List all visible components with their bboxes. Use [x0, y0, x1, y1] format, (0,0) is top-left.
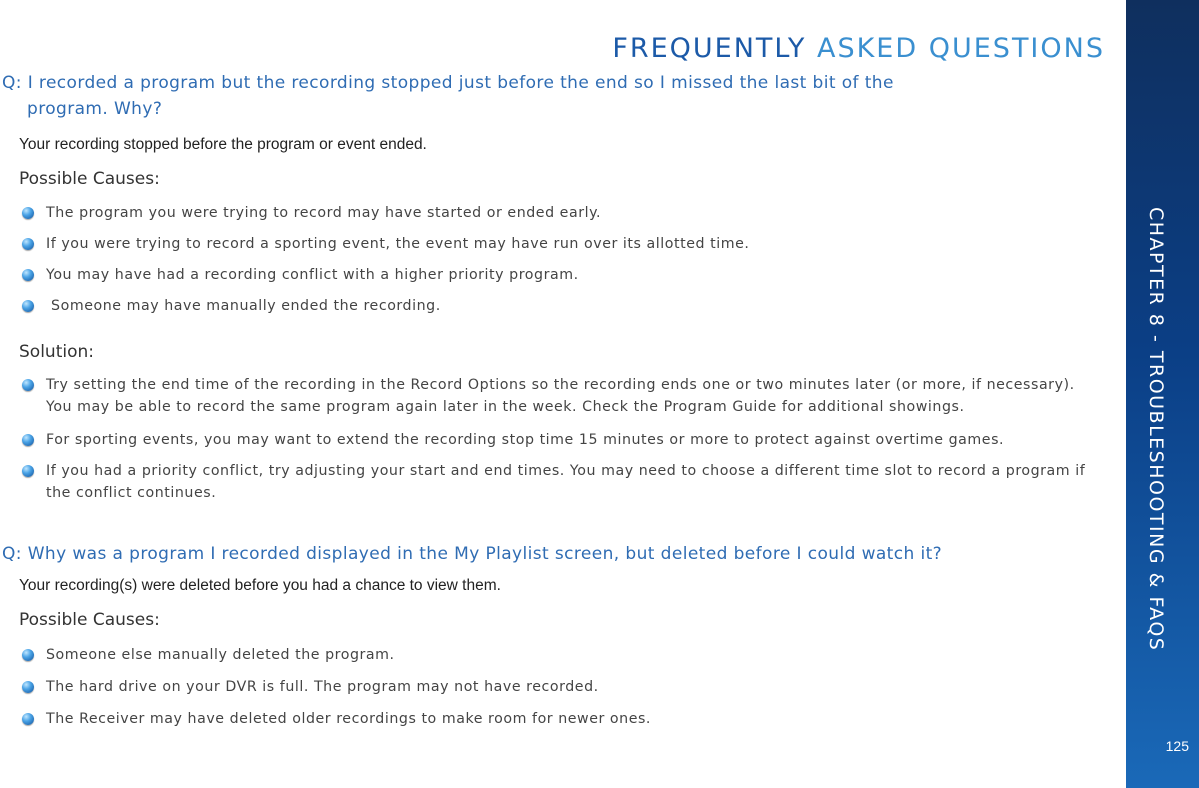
list-item: The hard drive on your DVR is full. The program may not have recorded. [18, 676, 1098, 698]
faq1-solutions-list [18, 374, 1098, 504]
bullet-icon [22, 379, 34, 391]
faq1-question-line2: program. Why? [27, 99, 163, 119]
bullet-icon [22, 434, 34, 446]
faq1-question [2, 70, 1102, 122]
page-title [612, 33, 1105, 65]
faq2-question: Q: Why was a program I recorded displayed in the My Playlist screen, but deleted before I could watch it? [2, 544, 943, 564]
faq2-causes-list [18, 644, 1098, 730]
bullet-icon [22, 300, 34, 312]
bullet-icon [22, 238, 34, 250]
page-number: 125 [1165, 738, 1189, 754]
faq1-causes-list [18, 202, 1098, 317]
chapter-sidebar [1126, 0, 1199, 788]
list-item: If you were trying to record a sporting event, the event may have run over its allotted time. [18, 233, 1098, 255]
faq1-causes-label: Possible Causes: [19, 169, 160, 189]
list-item: The Receiver may have deleted older recordings to make room for newer ones. [18, 708, 1098, 730]
list-item: Try setting the end time of the recording in the Record Options so the recording ends one or two minutes later (or more, if necessary). You may be able to record the same program again later in the week. Check the Program Guide for additional showings. [18, 374, 1098, 418]
list-item: You may have had a recording conflict with a higher priority program. [18, 264, 1098, 286]
page-title-part1: FREQUENTLY [612, 33, 807, 64]
faq1-solution-label: Solution: [19, 342, 94, 362]
faq1-question-line1: Q: I recorded a program but the recording stopped just before the end so I missed the last bit of the [2, 73, 894, 93]
bullet-icon [22, 649, 34, 661]
faq1-answer: Your recording stopped before the program or event ended. [19, 136, 427, 153]
list-item: The program you were trying to record may have started or ended early. [18, 202, 1098, 224]
list-item: If you had a priority conflict, try adjusting your start and end times. You may need to choose a different time slot to record a program if the conflict continues. [18, 460, 1098, 504]
page-title-part2: ASKED QUESTIONS [816, 33, 1105, 64]
bullet-icon [22, 207, 34, 219]
bullet-icon [22, 269, 34, 281]
bullet-icon [22, 681, 34, 693]
bullet-icon [22, 713, 34, 725]
chapter-label: CHAPTER 8 - TROUBLESHOOTING & FAQS [1145, 207, 1167, 652]
list-item: Someone may have manually ended the recording. [18, 295, 1098, 317]
list-item: Someone else manually deleted the program. [18, 644, 1098, 666]
faq2-causes-label: Possible Causes: [19, 610, 160, 630]
list-item: For sporting events, you may want to extend the recording stop time 15 minutes or more to protect against overtime games. [18, 429, 1098, 451]
bullet-icon [22, 465, 34, 477]
faq2-answer: Your recording(s) were deleted before you had a chance to view them. [19, 577, 501, 594]
